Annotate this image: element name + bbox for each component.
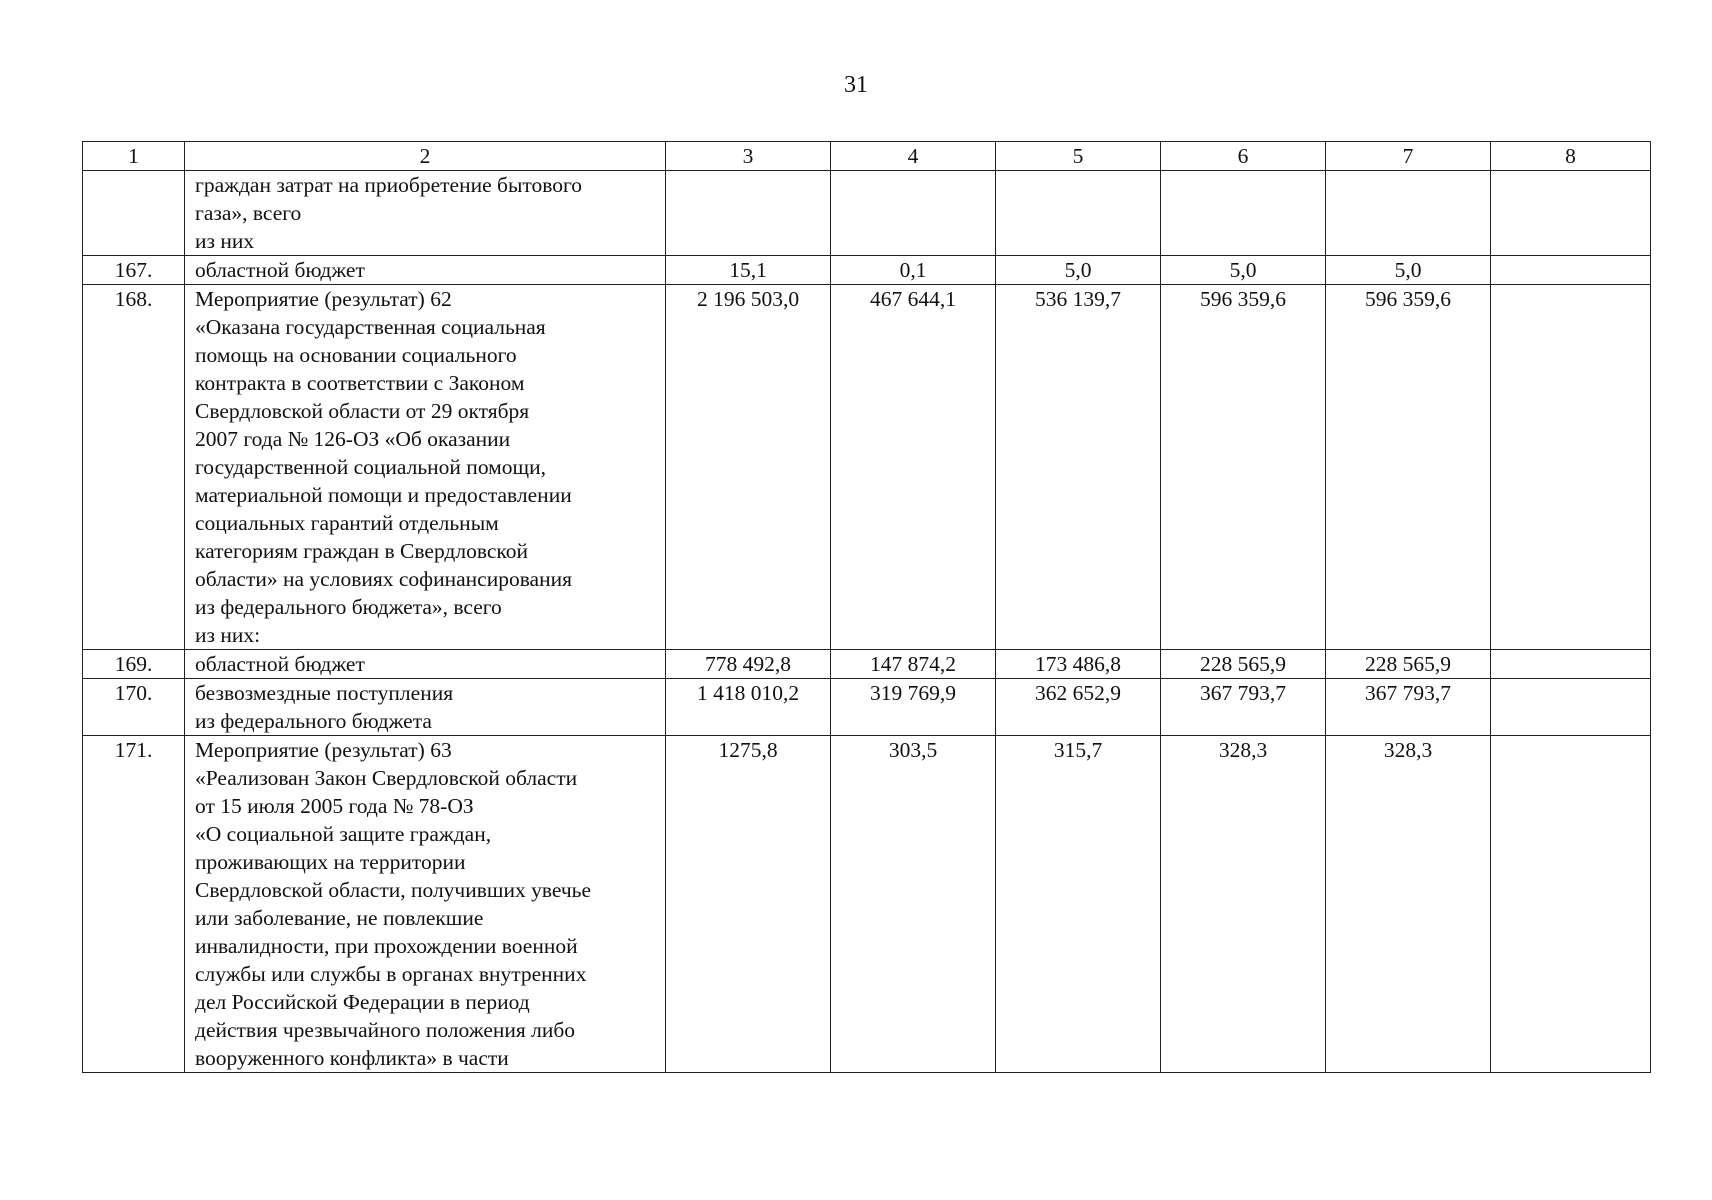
value-cell: 315,7 — [996, 736, 1161, 1073]
value-cell: 596 359,6 — [1326, 285, 1491, 650]
value-cell: 228 565,9 — [1326, 650, 1491, 679]
description-line: вооруженного конфликта» в части — [195, 1046, 509, 1070]
row-description — [185, 256, 666, 285]
value-cell: 328,3 — [1161, 736, 1326, 1073]
row-description — [185, 171, 666, 256]
description-line: материальной помощи и предоставлении — [195, 483, 572, 507]
description-line: государственной социальной помощи, — [195, 455, 546, 479]
value-cell: 362 652,9 — [996, 679, 1161, 736]
column-header: 8 — [1491, 142, 1651, 171]
description-line: службы или службы в органах внутренних — [195, 962, 587, 986]
value-cell: 367 793,7 — [1326, 679, 1491, 736]
value-cell: 2 196 503,0 — [666, 285, 831, 650]
description-line: из федерального бюджета», всего — [195, 595, 502, 619]
value-cell: 1275,8 — [666, 736, 831, 1073]
description-line: областной бюджет — [195, 258, 365, 282]
value-cell: 173 486,8 — [996, 650, 1161, 679]
row-number: 170. — [83, 679, 185, 736]
row-description — [185, 736, 666, 1073]
value-cell: 467 644,1 — [831, 285, 996, 650]
value-cell: 536 139,7 — [996, 285, 1161, 650]
description-line: Свердловской области, получивших увечье — [195, 878, 592, 902]
description-line: Мероприятие (результат) 63 — [195, 738, 452, 762]
description-line: областной бюджет — [195, 652, 365, 676]
value-cell: 328,3 — [1326, 736, 1491, 1073]
column-header: 5 — [996, 142, 1161, 171]
description-line: «Реализован Закон Свердловской области — [195, 766, 578, 790]
table-body — [83, 171, 1651, 1073]
value-cell — [1491, 650, 1651, 679]
value-cell: 228 565,9 — [1161, 650, 1326, 679]
value-cell — [1491, 285, 1651, 650]
description-line: Свердловской области от 29 октября — [195, 399, 530, 423]
column-header: 6 — [1161, 142, 1326, 171]
description-line: газа», всего — [195, 201, 302, 225]
value-cell — [1491, 171, 1651, 256]
row-number: 169. — [83, 650, 185, 679]
value-cell — [1161, 171, 1326, 256]
value-cell — [666, 171, 831, 256]
header-row — [83, 142, 1651, 171]
table-row — [83, 650, 1651, 679]
description-line: контракта в соответствии с Законом — [195, 371, 525, 395]
column-header: 4 — [831, 142, 996, 171]
value-cell: 596 359,6 — [1161, 285, 1326, 650]
description-line: или заболевание, не повлекшие — [195, 906, 484, 930]
value-cell — [1491, 256, 1651, 285]
row-number: 167. — [83, 256, 185, 285]
description-line: проживающих на территории — [195, 850, 466, 874]
value-cell: 5,0 — [1161, 256, 1326, 285]
table-header — [83, 142, 1651, 171]
column-header: 2 — [185, 142, 666, 171]
value-cell: 15,1 — [666, 256, 831, 285]
table-row — [83, 736, 1651, 1073]
value-cell: 303,5 — [831, 736, 996, 1073]
table-row — [83, 285, 1651, 650]
value-cell — [1491, 679, 1651, 736]
description-line: из них: — [195, 623, 261, 647]
value-cell: 147 874,2 — [831, 650, 996, 679]
value-cell: 5,0 — [1326, 256, 1491, 285]
budget-table — [82, 141, 1651, 1073]
value-cell — [831, 171, 996, 256]
value-cell — [996, 171, 1161, 256]
description-line: дел Российской Федерации в период — [195, 990, 530, 1014]
description-line: из них — [195, 229, 255, 253]
row-description — [185, 650, 666, 679]
description-line: «О социальной защите граждан, — [195, 822, 492, 846]
value-cell: 778 492,8 — [666, 650, 831, 679]
column-header: 1 — [83, 142, 185, 171]
value-cell: 1 418 010,2 — [666, 679, 831, 736]
description-line: безвозмездные поступления — [195, 681, 454, 705]
description-line: инвалидности, при прохождении военной — [195, 934, 578, 958]
table-row — [83, 679, 1651, 736]
description-line: Мероприятие (результат) 62 — [195, 287, 452, 311]
value-cell: 5,0 — [996, 256, 1161, 285]
row-number: 171. — [83, 736, 185, 1073]
column-header: 3 — [666, 142, 831, 171]
description-line: действия чрезвычайного положения либо — [195, 1018, 576, 1042]
table-row — [83, 171, 1651, 256]
value-cell: 0,1 — [831, 256, 996, 285]
row-description — [185, 679, 666, 736]
page-number: 31 — [844, 72, 868, 98]
description-line: 2007 года № 126-ОЗ «Об оказании — [195, 427, 511, 451]
description-line: социальных гарантий отдельным — [195, 511, 499, 535]
description-line: граждан затрат на приобретение бытового — [195, 173, 583, 197]
value-cell: 319 769,9 — [831, 679, 996, 736]
row-description — [185, 285, 666, 650]
table-row — [83, 256, 1651, 285]
row-number — [83, 171, 185, 256]
description-line: категориям граждан в Свердловской — [195, 539, 529, 563]
description-line: из федерального бюджета — [195, 709, 432, 733]
value-cell — [1326, 171, 1491, 256]
description-line: «Оказана государственная социальная — [195, 315, 546, 339]
description-line: помощь на основании социального — [195, 343, 517, 367]
row-number: 168. — [83, 285, 185, 650]
column-header: 7 — [1326, 142, 1491, 171]
value-cell — [1491, 736, 1651, 1073]
description-line: от 15 июля 2005 года № 78-ОЗ — [195, 794, 474, 818]
value-cell: 367 793,7 — [1161, 679, 1326, 736]
description-line: области» на условиях софинансирования — [195, 567, 573, 591]
